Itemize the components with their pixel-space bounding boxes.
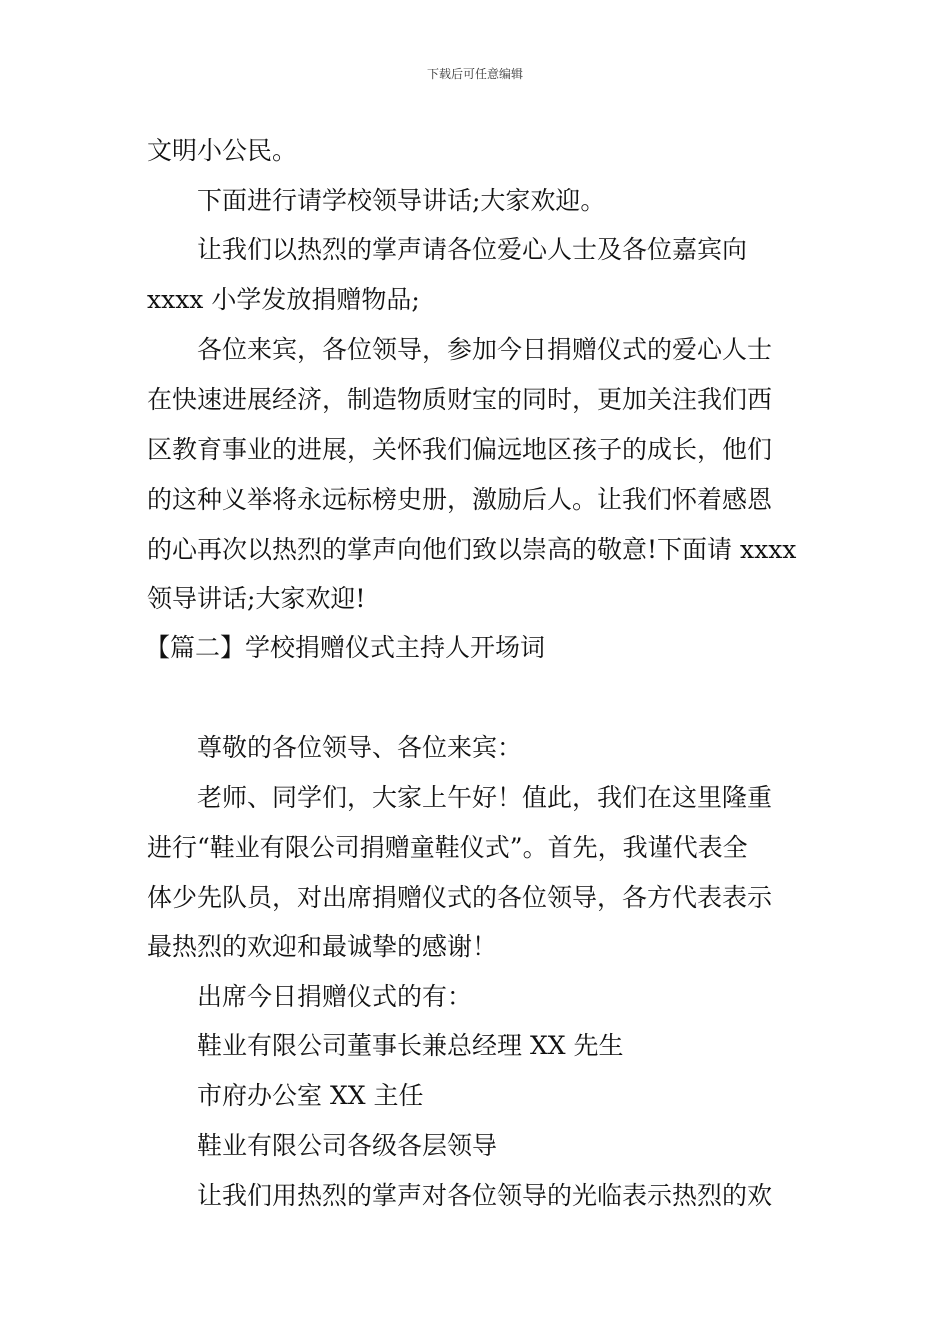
text-line: 的心再次以热烈的掌声向他们致以崇高的敬意!下面请 xxxx [147,535,797,564]
text-line: xxxx 小学发放捐赠物品; [147,285,420,314]
text-line: 区教育事业的进展，关怀我们偏远地区孩子的成长，他们 [147,435,773,464]
text-line: 让我们以热烈的掌声请各位爱心人士及各位嘉宾向 [197,235,748,264]
text-line: 文明小公民。 [147,136,298,165]
text-line: 最热烈的欢迎和最诚挚的感谢！ [147,932,498,961]
text-line: 下面进行请学校领导讲话;大家欢迎。 [197,186,606,215]
text-line: 尊敬的各位领导、各位来宾： [197,733,523,762]
text-line: 体少先队员，对出席捐赠仪式的各位领导，各方代表表示 [147,883,773,912]
text-line: 领导讲话;大家欢迎! [147,584,366,613]
text-line: 让我们用热烈的掌声对各位领导的光临表示热烈的欢 [197,1181,773,1210]
text-line: 的这种义举将永远标榜史册，激励后人。让我们怀着感恩 [147,485,773,514]
text-line: 市府办公室 XX 主任 [197,1081,424,1110]
text-line: 老师、同学们，大家上午好！值此，我们在这里隆重 [197,783,773,812]
text-line: 进行“鞋业有限公司捐赠童鞋仪式”。首先，我谨代表全 [147,833,748,862]
text-line: 出席今日捐赠仪式的有： [197,982,473,1011]
section-heading: 【篇二】学校捐赠仪式主持人开场词 [145,633,546,662]
text-line: 鞋业有限公司董事长兼总经理 XX 先生 [197,1031,624,1060]
text-line: 各位来宾，各位领导，参加今日捐赠仪式的爱心人士 [197,335,773,364]
text-line: 在快速进展经济，制造物质财宝的同时，更加关注我们西 [147,385,773,414]
text-line: 鞋业有限公司各级各层领导 [197,1131,498,1160]
page-header-note: 下载后可任意编辑 [426,67,523,81]
